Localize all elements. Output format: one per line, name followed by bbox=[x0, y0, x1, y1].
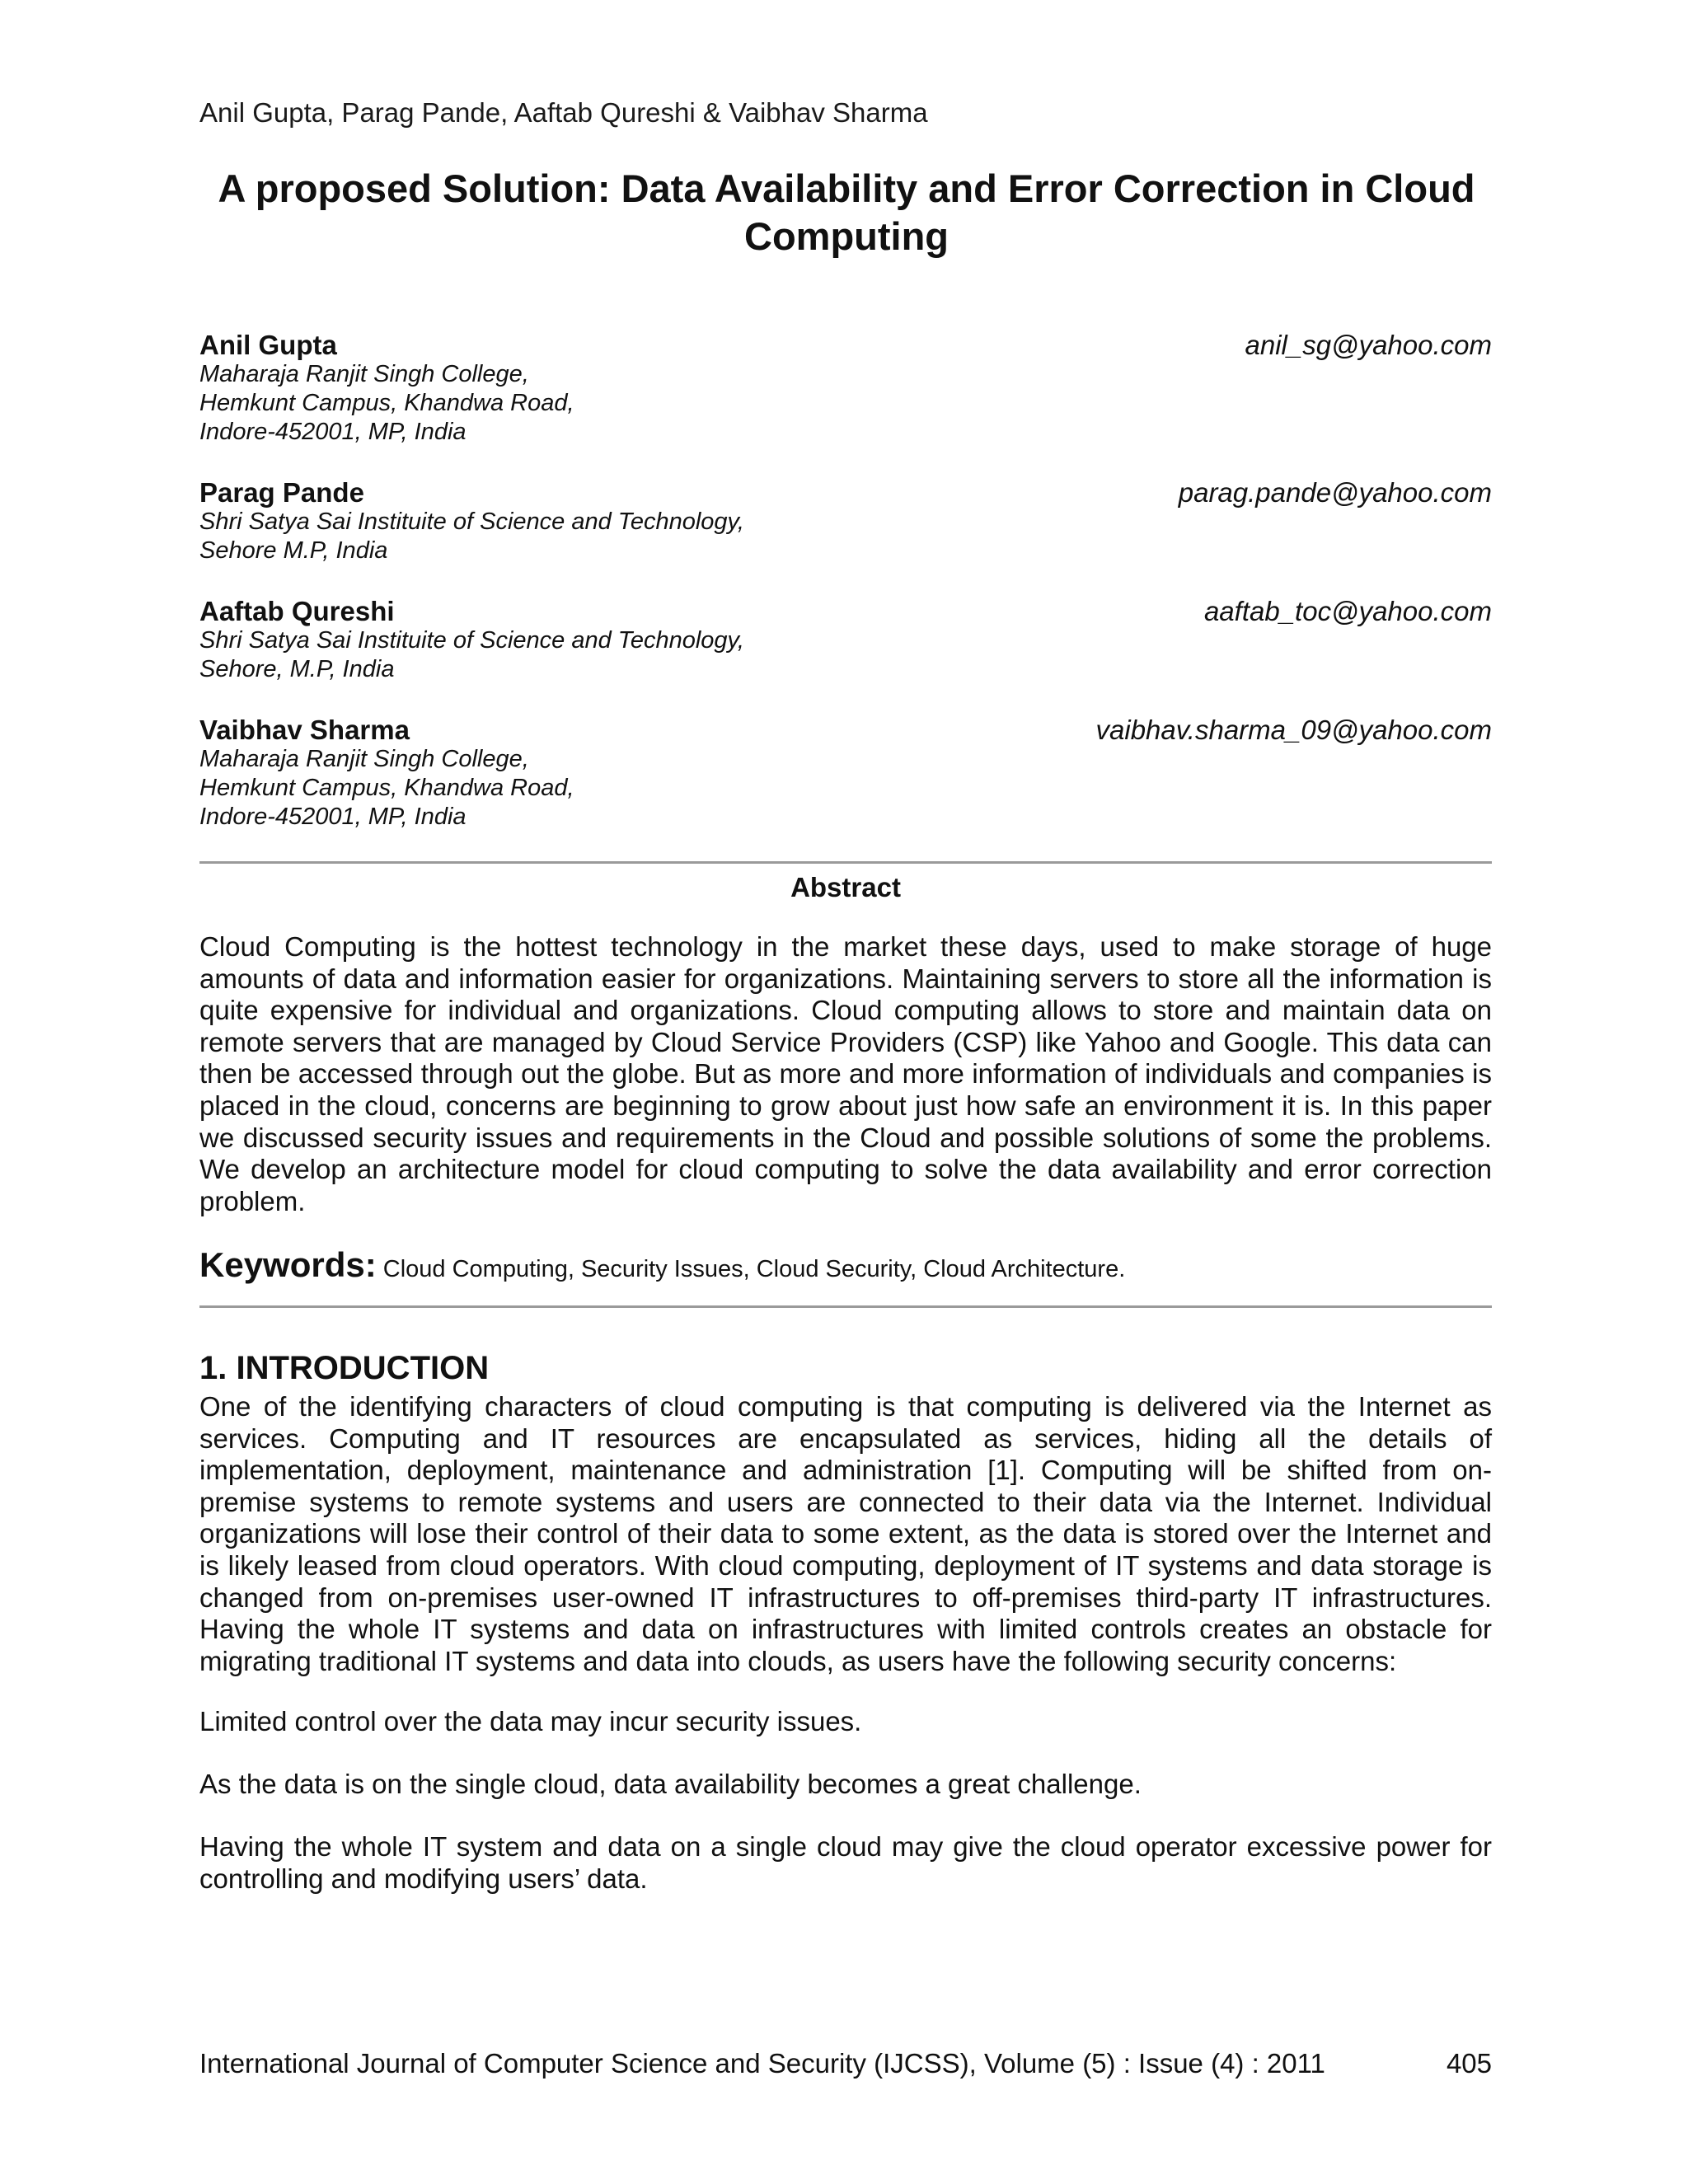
affiliation-line: Shri Satya Sai Instituite of Science and Technology, bbox=[199, 509, 744, 535]
title-line-2: Computing bbox=[744, 214, 949, 258]
affiliation-line: Hemkunt Campus, Khandwa Road, bbox=[199, 390, 574, 416]
affiliation-line: Sehore M.P, India bbox=[199, 537, 388, 564]
introduction-heading: 1. INTRODUCTION bbox=[199, 1350, 490, 1386]
affiliation-line: Maharaja Ranjit Singh College, bbox=[199, 746, 529, 772]
title-line-1: A proposed Solution: Data Availability and Error Correction in Cloud bbox=[218, 166, 1475, 210]
abstract-heading: Abstract bbox=[790, 872, 901, 902]
keywords bbox=[199, 1246, 1492, 1288]
keywords-label: Keywords: bbox=[199, 1245, 377, 1284]
author-email[interactable]: vaibhav.sharma_09@yahoo.com bbox=[1095, 715, 1492, 745]
abstract-text: Cloud Computing is the hottest technology in the market these days, used to make storage of huge amounts of data and information easier for organizations. Maintaining servers to store all the information is quite expensive for individual and organizations. Cloud computing allows to store and maintain data on remote servers that are managed by Cloud Service Providers (CSP) like Yahoo and Google. This data can then be accessed through out the globe. But as more and more information of individuals and companies is placed in the cloud, concerns are beginning to grow about just how safe an environment it is. In this paper we discussed security issues and requirements in the Cloud and possible solutions of some the problems. We develop an architecture model for cloud computing to solve the data availability and error correction problem. bbox=[199, 931, 1492, 1216]
affiliation-line: Indore-452001, MP, India bbox=[199, 804, 467, 830]
footer-journal-citation: International Journal of Computer Science and Security (IJCSS), Volume (5) : Issue (4) : 2011 bbox=[199, 2048, 1325, 2079]
section-divider bbox=[199, 1305, 1492, 1308]
author-name: Parag Pande bbox=[199, 477, 364, 508]
introduction-paragraph: Limited control over the data may incur security issues. bbox=[199, 1706, 862, 1736]
introduction-paragraph: Having the whole IT system and data on a single cloud may give the cloud operator excessive power for controlling and modifying users’ data. bbox=[199, 1831, 1492, 1894]
author-email[interactable]: anil_sg@yahoo.com bbox=[1245, 330, 1492, 360]
affiliation-line: Indore-452001, MP, India bbox=[199, 419, 467, 445]
introduction-paragraph: As the data is on the single cloud, data availability becomes a great challenge. bbox=[199, 1769, 1142, 1799]
author-email[interactable]: aaftab_toc@yahoo.com bbox=[1203, 596, 1492, 626]
affiliation-line: Maharaja Ranjit Singh College, bbox=[199, 361, 529, 387]
author-list bbox=[199, 330, 1492, 862]
author-email[interactable]: parag.pande@yahoo.com bbox=[1178, 477, 1492, 508]
author-affiliation bbox=[199, 626, 1492, 684]
author-block bbox=[199, 596, 1492, 684]
section-divider bbox=[199, 861, 1492, 864]
author-affiliation bbox=[199, 508, 1492, 565]
author-block bbox=[199, 715, 1492, 832]
author-affiliation bbox=[199, 360, 1492, 447]
affiliation-line: Sehore, M.P, India bbox=[199, 656, 395, 682]
introduction-paragraph: One of the identifying characters of cloud computing is that computing is delivered via the Internet as services. Computing and IT resources are encapsulated as services, hiding all the details of implementation, deployment, maintenance and administration [1]. Computing will be shifted from on-premise systems to remote systems and users are connected to their data via the Internet. Individual organizations will lose their control of their data to some extent, as the data is stored over the Internet and is likely leased from cloud operators. With cloud computing, deployment of IT systems and data storage is changed from on-premises user-owned IT infrastructures to off-premises third-party IT infrastructures. Having the whole IT systems and data on infrastructures with limited controls creates an obstacle for migrating traditional IT systems and data into clouds, as users have the following security concerns: bbox=[199, 1391, 1492, 1676]
running-header: Anil Gupta, Parag Pande, Aaftab Qureshi & Vaibhav Sharma bbox=[199, 97, 928, 128]
author-name: Vaibhav Sharma bbox=[199, 715, 410, 745]
author-name: Anil Gupta bbox=[199, 330, 337, 360]
author-name: Aaftab Qureshi bbox=[199, 596, 395, 626]
author-block bbox=[199, 477, 1492, 565]
author-affiliation bbox=[199, 745, 1492, 832]
paper-title bbox=[199, 165, 1493, 260]
keywords-text: Cloud Computing, Security Issues, Cloud Security, Cloud Architecture. bbox=[382, 1256, 1126, 1282]
footer-page-number: 405 bbox=[1446, 2048, 1492, 2079]
affiliation-line: Shri Satya Sai Instituite of Science and Technology, bbox=[199, 627, 744, 654]
author-block bbox=[199, 330, 1492, 447]
affiliation-line: Hemkunt Campus, Khandwa Road, bbox=[199, 775, 574, 801]
